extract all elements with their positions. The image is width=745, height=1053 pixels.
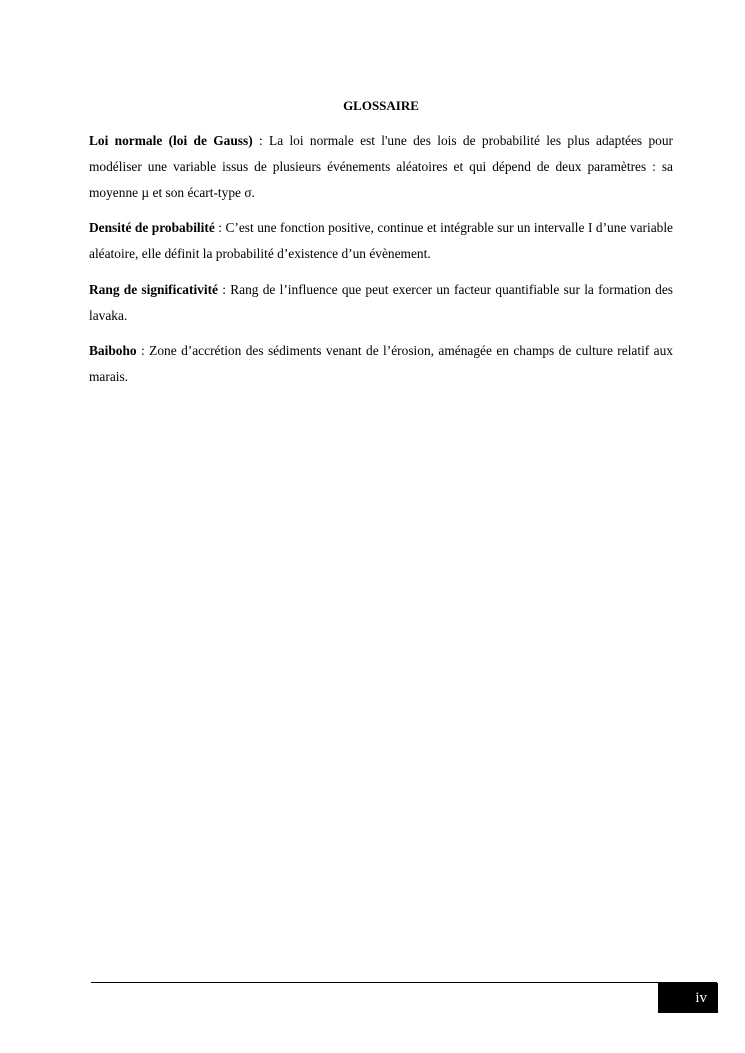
glossary-term: Rang de significativité <box>89 282 218 297</box>
glossary-definition: Rang de l’influence que peut exercer un facteur quantifiable sur la formation des lavaka. <box>89 282 673 323</box>
glossary-term: Densité de probabilité <box>89 220 215 235</box>
page-title: GLOSSAIRE <box>343 98 419 113</box>
glossary-definition: Zone d’accrétion des sédiments venant de l’érosion, aménagée en champs de culture relatif aux marais. <box>89 343 673 384</box>
page-number: iv <box>658 983 718 1013</box>
glossary-term: Baiboho <box>89 343 137 358</box>
glossary-entry: Baiboho : Zone d’accrétion des sédiments venant de l’érosion, aménagée en champs de culture relatif aux marais. <box>89 343 673 384</box>
glossary-entry: Loi normale (loi de Gauss) : La loi normale est l'une des lois de probabilité les plus adaptées pour modéliser une variable issus de plusieurs événements aléatoires et qui dépend de deux paramètres : sa moyenne µ et son écart-type σ. <box>89 133 673 200</box>
glossary-entry: Rang de significativité : Rang de l’influence que peut exercer un facteur quantifiable sur la formation des lavaka. <box>89 282 673 323</box>
glossary-entry: Densité de probabilité : C’est une fonction positive, continue et intégrable sur un intervalle I d’une variable aléatoire, elle définit la probabilité d’existence d’un évènement. <box>89 220 673 261</box>
glossary-term: Loi normale (loi de Gauss) <box>89 133 253 148</box>
footer-divider <box>91 982 717 983</box>
glossary-definition: C’est une fonction positive, continue et intégrable sur un intervalle I d’une variable aléatoire, elle définit la probabilité d’existence d’un évènement. <box>89 220 673 261</box>
glossary-definition: La loi normale est l'une des lois de probabilité les plus adaptées pour modéliser une variable issus de plusieurs événements aléatoires et qui dépend de deux paramètres : sa moyenne µ et son écart-type σ. <box>89 133 673 200</box>
